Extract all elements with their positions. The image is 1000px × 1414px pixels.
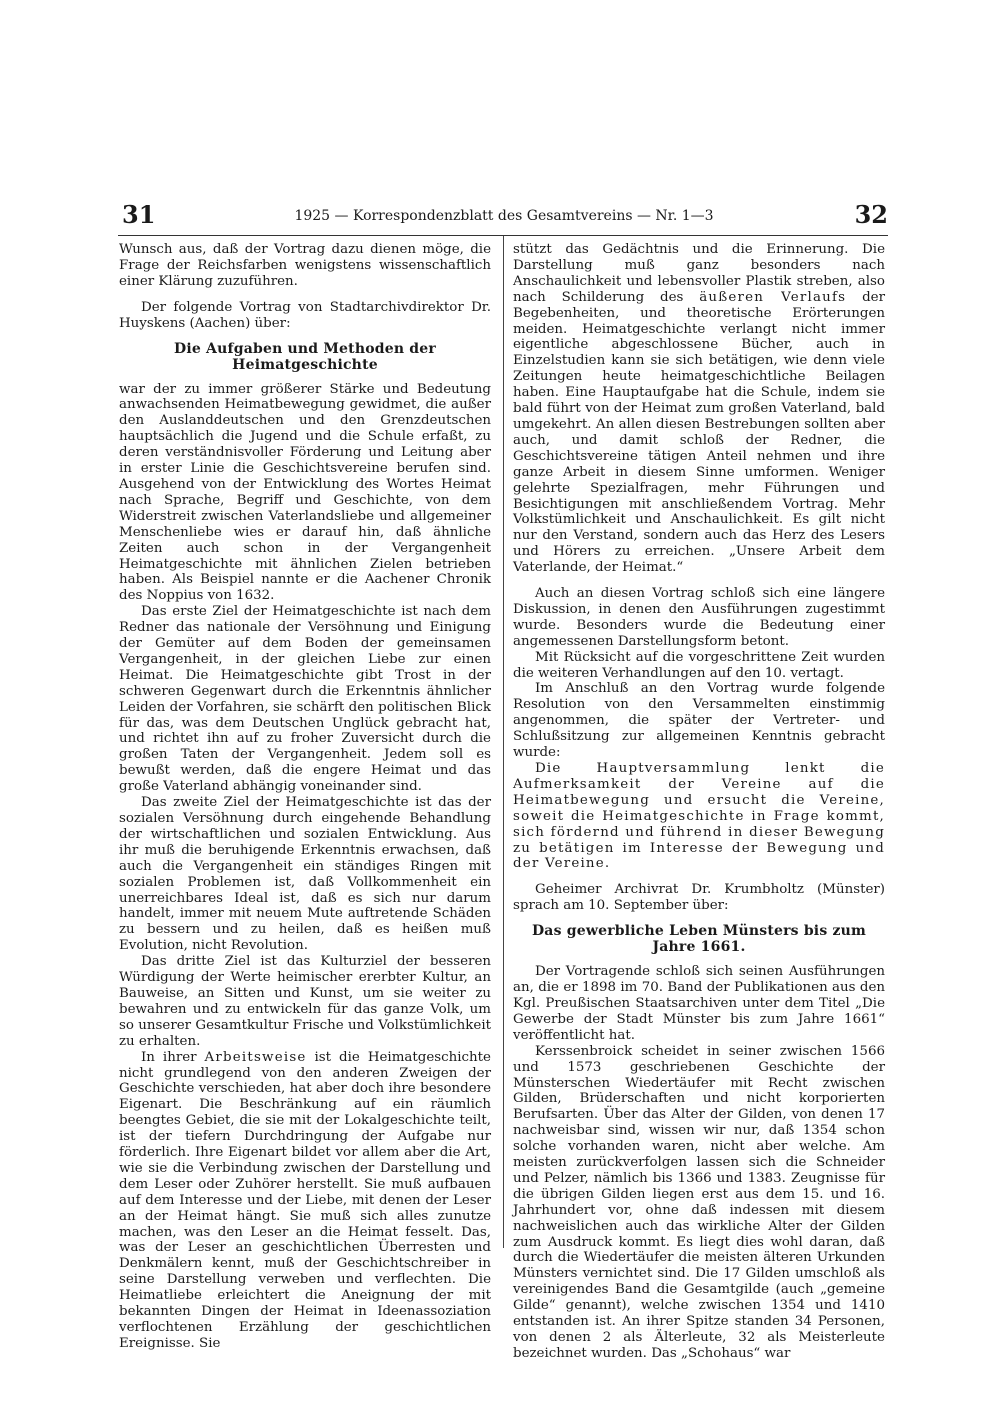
emphasized-text: äußeren Verlaufs: [699, 289, 847, 305]
page-number-right: 32: [854, 200, 888, 229]
right-column: [513, 242, 885, 1362]
running-title: 1925 — Korrespondenzblatt des Gesamtvereins — Nr. 1—3: [294, 208, 714, 224]
paragraph: Auch an diesen Vortrag schloß sich eine längere Diskussion, in denen den Ausführungen zugestimmt wurde. Besonders wurde die Bedeutung einer angemessenen Darstellungsform betont.: [513, 586, 885, 649]
text-run: In ihrer: [141, 1049, 197, 1065]
page-header: [118, 200, 890, 234]
paragraph: Mit Rücksicht auf die vorgeschrittene Zeit wurden die weiteren Verhandlungen auf den 10. vertagt.: [513, 649, 885, 681]
paragraph: Das dritte Ziel ist das Kulturziel der besseren Würdigung der Werte heimischer ererbter Kultur, an Bauweise, an Sitten und Kunst, um sie weiter zu bewahren und zu entwickeln für das ganze Volk, um so unserer Gesamtkultur Frische und Volkstümlichkeit zu erhalten.: [119, 954, 491, 1049]
text-run: stützt das Gedächtnis und die Erinnerung. Die Darstellung muß ganz besonders nach Anschaulichkeit und lebensvoller Plastik streben, also nach Schilderung des: [513, 242, 885, 305]
resolution-text: Die Hauptversammlung lenkt die Aufmerksamkeit der Vereine auf die Heimatbewegung und ersucht die Vereine, soweit die Heimatgeschichte in Frage kommt, sich fördernd und führend in dieser Bewegung zu betätigen im Interesse der Bewegung und der Vereine.: [513, 761, 885, 872]
paragraph: Der folgende Vortrag von Stadtarchivdirektor Dr. Huyskens (Aachen) über:: [119, 299, 491, 331]
paragraph: Das zweite Ziel der Heimatgeschichte ist das der sozialen Versöhnung durch eingehende Behandlung der wirtschaftlichen und sozialen Entwicklung. Aus ihr muß die beruhigende Erkenntnis erwachsen, daß auch die Vergangenheit ein ständiges Ringen mit sozialen Problemen ist, daß Vollkommenheit ein unerreichbares Ideal ist, daß es sich nur darum handelt, immer mit neuem Mute auftretende Schäden zu bessern und zu heilen, daß es heißen muß Evolution, nicht Revolution.: [119, 795, 491, 954]
paragraph: war der zu immer größerer Stärke und Bedeutung anwachsenden Heimatbewegung gewidmet, die außer den Auslanddeutschen und den Grenzdeutschen hauptsächlich die Jugend und die Schule erfaßt, zu deren verständnisvoller Förderung und Leitung aber in erster Linie die Geschichtsvereine berufen sind. Ausgehend von der Entwicklung des Wortes Heimat nach Sprache, Begriff und Geschichte, von dem Widerstreit zwischen Vaterlandsliebe und allgemeiner Menschenliebe wies er darauf hin, daß ähnliche Zeiten auch schon in der Vergangenheit Heimatgeschichte mit ähnlichen Zielen betrieben haben. Als Beispiel nannte er die Aachener Chronik des Noppius von 1632.: [119, 381, 491, 604]
column-divider: [503, 236, 504, 1248]
text-run: ist die Heimatgeschichte nicht grundlegend von den anderen Zweigen der Geschichte verschieden, hat aber doch ihre besondere Eigenart. Die Beschränkung auf ein räumlich beengtes Gebiet, die sie mit der Lokalgeschichte teilt, ist der tiefern Durchdringung der Aufgabe nur förderlich. Ihre Eigenart bildet vor allem aber die Art, wie sie die Verbindung zwischen der Darstellung und dem Leser oder Zuhörer herstellt. Sie muß aufbauen auf dem Interesse und der Liebe, mit denen der Leser an der Heimat hängt. Sie muß sich alles zunutze machen, was den Leser an die Heimat fesselt. Das, was der Leser an geschichtlichen Überresten und Denkmälern kennt, muß der Geschichtschreiber in seine Darstellung verweben und verflechten. Die Heimatliebe erleichtert die Aneignung der mit bekannten Dingen der Heimat in Ideenassoziation verflochtenen Erzählung der geschichtlichen Ereignisse. Sie: [119, 1049, 491, 1351]
text-run: der Begebenheiten, und theoretische Erörterungen meiden. Heimatgeschichte verlangt nicht immer eigentliche abgeschlossene Bücher, auch in Einzelstudien kann sie sich betätigen, wie denn viele Zeitungen heute heimatgeschichtliche Beilagen haben. Eine Hauptaufgabe hat die Schule, indem sie bald führt von der Heimat zum großen Vaterland, bald umgekehrt. An allen diesen Bestrebungen sollten aber auch, und damit schloß der Redner, die Geschichtsvereine tätigen Anteil nehmen und ihre ganze Arbeit in diesem Sinne umformen. Weniger gelehrte Spezialfragen, mehr Führungen und Besichtigungen mit anschließendem Vortrag. Mehr Volkstümlichkeit und Anschaulichkeit. Es gilt nicht nur den Verstand, sondern auch das Herz des Lesers und Hörers zu erreichen. „Unsere Arbeit dem Vaterlande, der Heimat.“: [513, 289, 885, 576]
paragraph: [119, 1050, 491, 1352]
paragraph: Geheimer Archivrat Dr. Krumbholtz (Münster) sprach am 10. September über:: [513, 882, 885, 914]
section-heading: Die Aufgaben und Methoden der Heimatgeschichte: [174, 340, 436, 373]
emphasized-text: Arbeitsweise: [204, 1049, 307, 1065]
paragraph: Das erste Ziel der Heimatgeschichte ist nach dem Redner das nationale der Versöhnung und Einigung der Gemüter auf dem Boden der gemeinsamen Vergangenheit, in der gleichen Liebe zur einen Heimat. Die Heimatgeschichte gibt Trost in der schweren Gegenwart durch die Erkenntnis ähnlicher Leiden der Vorfahren, sie schärft den politischen Blick für das, was dem Deutschen Unglück gebracht hat, und richtet ihn auf zu froher Zuversicht durch die großen Taten der Vergangenheit. Jedem soll es bewußt werden, daß die engere Heimat und das große Vaterland abhängig voneinander sind.: [119, 604, 491, 795]
left-column: [119, 242, 491, 1352]
paragraph: Kerssenbroick scheidet in seiner zwischen 1566 und 1573 geschriebenen Geschichte der Münsterschen Wiedertäufer mit Recht zwischen Gilden, Brüderschaften und nicht korporierten Berufsarten. Über das Alter der Gilden, von denen 17 nachweisbar sind, wissen wir nur, daß 1354 schon solche vorhanden waren, nicht aber welche. Am meisten zurückverfolgen lassen sich die Schneider und Pelzer, nämlich bis 1366 und 1383. Zeugnisse für die übrigen Gilden liegen erst aus dem 15. und 16. Jahrhundert vor, ohne daß indessen mit diesem nachweislichen auch das wirkliche Alter der Gilden zum Ausdruck kommt. Es liegt dies wohl daran, daß durch die Wiedertäufer die meisten älteren Urkunden Münsters vernichtet sind. Die 17 Gilden umschloß als vereinigendes Band die Gesamtgilde (auch „gemeine Gilde“ genannt), welche zwischen 1354 und 1410 entstanden ist. An ihrer Spitze standen 34 Personen, von denen 2 als Älterleute, 32 als Meisterleute bezeichnet wurden. Das „Schohaus“ war: [513, 1043, 885, 1361]
page-number-left: 31: [122, 200, 156, 229]
paragraph: [513, 242, 885, 576]
paragraph: Im Anschluß an den Vortrag wurde folgende Resolution von den Versammelten einstimmig angenommen, die später der Vertreter- und Schlußsitzung zur allgemeinen Kenntnis gebracht wurde:: [513, 681, 885, 761]
section-heading: Das gewerbliche Leben Münsters bis zum Jahre 1661.: [531, 923, 867, 956]
paragraph: Der Vortragende schloß sich seinen Ausführungen an, die er 1898 im 70. Band der Publikationen aus den Kgl. Preußischen Staatsarchiven unter dem Titel „Die Gewerbe der Stadt Münster bis zum Jahre 1661“ veröffentlicht hat.: [513, 964, 885, 1043]
paragraph: Wunsch aus, daß der Vortrag dazu dienen möge, die Frage der Reichsfarben wenigstens wissenschaftlich einer Klärung zuzuführen.: [119, 242, 491, 289]
